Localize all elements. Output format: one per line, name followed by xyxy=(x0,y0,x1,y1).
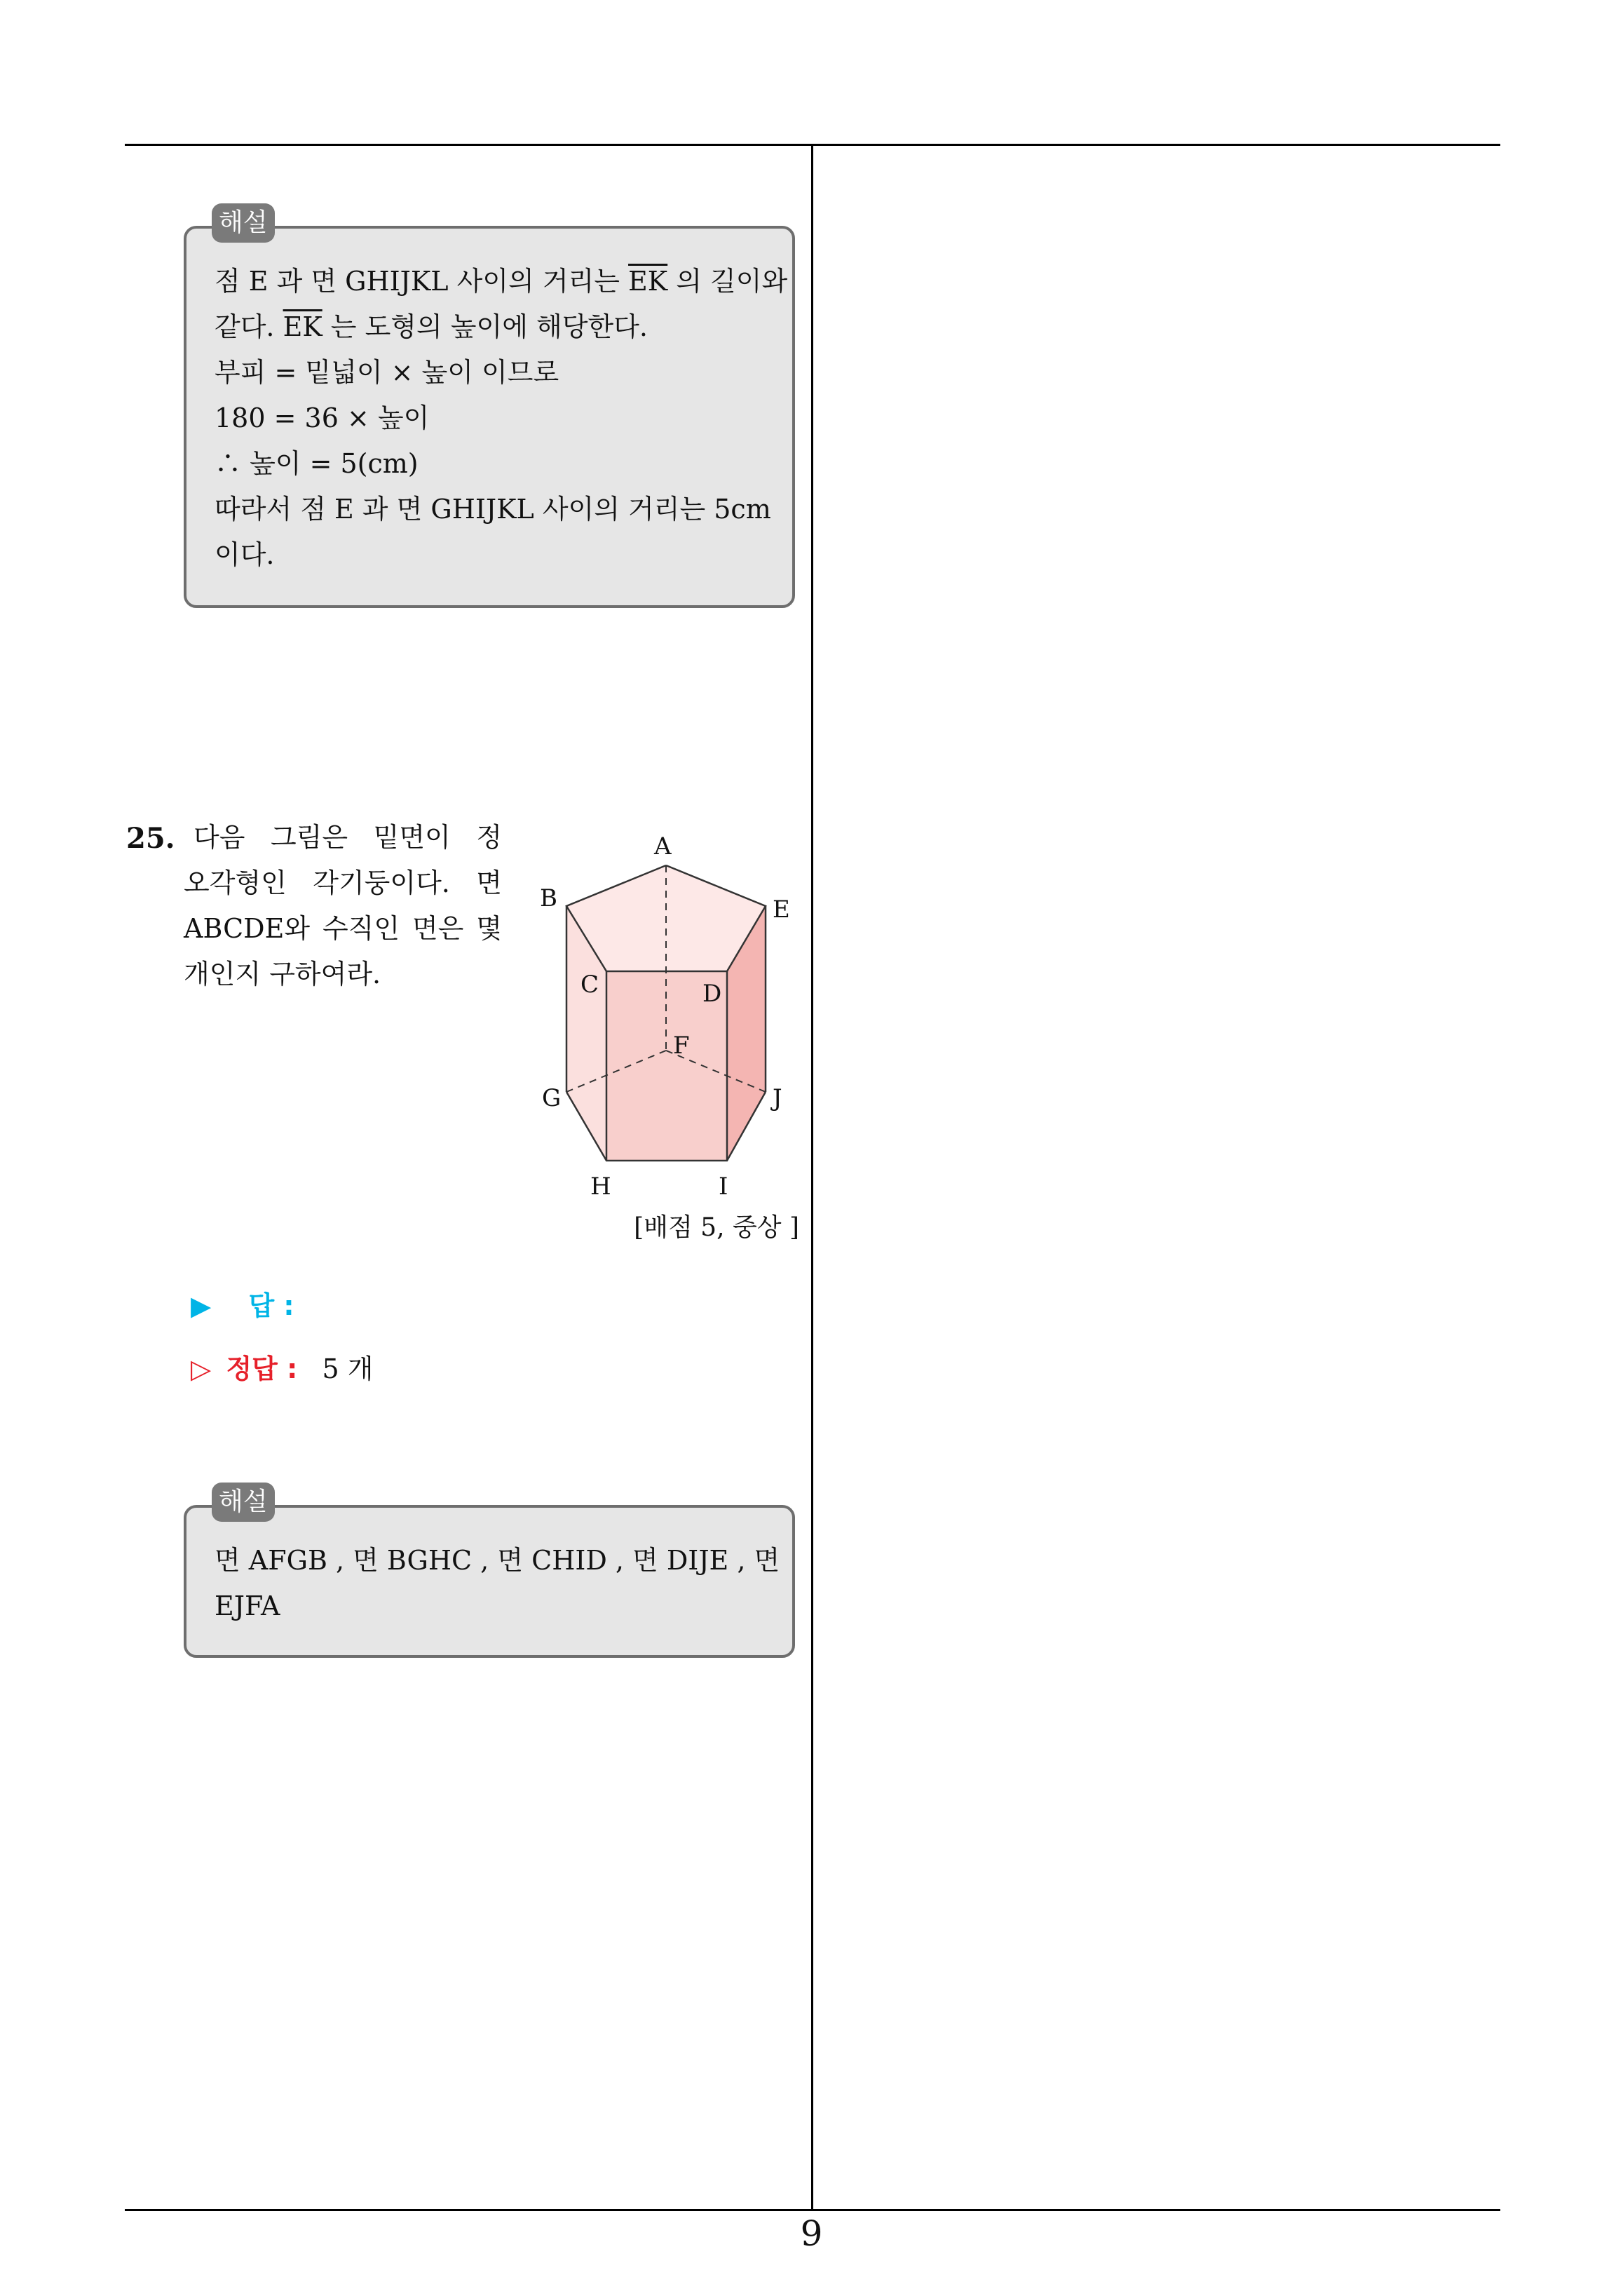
explanation-box-1 xyxy=(184,226,795,608)
vertex-label-j: J xyxy=(773,1084,782,1112)
explanation-line-4: 180 = 36 × 높이 xyxy=(215,403,430,433)
question-line-2: 오각형인 각기둥이다. 면 xyxy=(184,867,502,898)
correct-answer-label: 정답 : xyxy=(226,1353,298,1384)
vertex-label-a: A xyxy=(654,832,672,860)
vertex-label-d: D xyxy=(702,980,722,1008)
pentagonal-prism-figure xyxy=(519,828,813,1206)
explanation-line-2: 같다. $\overline{EK}$ 는 도형의 높이에 해당한다. xyxy=(215,311,648,342)
play-icon: ▶ xyxy=(191,1290,212,1321)
outline-play-icon: ▷ xyxy=(191,1353,212,1384)
correct-answer xyxy=(191,1353,374,1384)
explanation-box-2 xyxy=(184,1505,795,1658)
vertex-label-c: C xyxy=(580,971,599,999)
question-number: 25. xyxy=(126,822,175,855)
explanation-line-1: 점 E 과 면 GHIJKL 사이의 거리는 $\overline{EK}$ 의 길이와 xyxy=(215,266,788,297)
question-line-3: ABCDE와 수직인 면은 몇 xyxy=(184,913,502,944)
page-number: 9 xyxy=(800,2213,823,2254)
explanation-tag-2: 해설 xyxy=(212,1483,275,1522)
explanation-2-line-2: EJFA xyxy=(215,1591,280,1621)
segment-ek: $\overline{EK}$ xyxy=(628,266,668,297)
explanation-line-7: 이다. xyxy=(215,539,275,570)
vertex-label-h: H xyxy=(590,1173,611,1201)
vertex-label-g: G xyxy=(542,1084,562,1112)
vertex-label-f: F xyxy=(673,1032,690,1060)
explanation-line-6: 따라서 점 E 과 면 GHIJKL 사이의 거리는 5cm xyxy=(215,494,771,525)
question-line-4: 개인지 구하여라. xyxy=(184,959,381,990)
explanation-2-line-1: 면 AFGB , 면 BGHC , 면 CHID , 면 DIJE , 면 xyxy=(215,1545,780,1576)
bottom-rule xyxy=(125,2209,1500,2211)
vertex-label-e: E xyxy=(773,896,790,924)
explanation-tag-1: 해설 xyxy=(212,203,275,243)
vertex-label-b: B xyxy=(540,884,557,912)
score-label: [배점 5, 중상 ] xyxy=(634,1213,799,1242)
explanation-line-5: ∴ 높이 = 5(cm) xyxy=(215,448,419,479)
answer-prompt xyxy=(191,1292,294,1319)
segment-ek: $\overline{EK}$ xyxy=(283,311,322,342)
question-line-1: 다음 그림은 밑면이 정 xyxy=(193,822,502,853)
answer-label: 답 : xyxy=(248,1290,294,1321)
explanation-line-3: 부피 = 밑넓이 × 높이 이므로 xyxy=(215,357,559,388)
correct-answer-value: 5 개 xyxy=(322,1353,374,1384)
vertex-label-i: I xyxy=(719,1173,728,1201)
